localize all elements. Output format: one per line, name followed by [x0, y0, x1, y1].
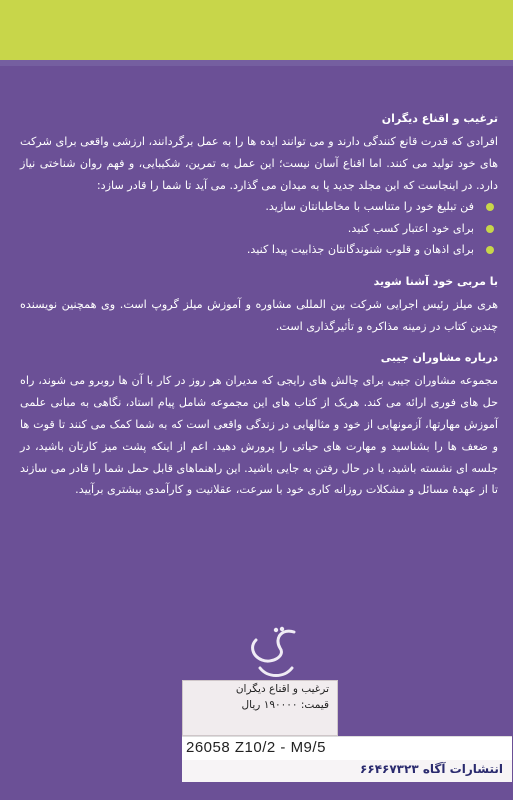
bullet-dot-icon: [486, 203, 494, 211]
barcode-code: 26058 Z10/2 - M9/5: [186, 739, 326, 756]
benefit-item: برای اذهان و قلوب شنوندگانتان جذابیت پیدا کنید.: [20, 239, 498, 261]
section-body: افرادی که قدرت قانع کنندگی دارند و می توانند ایده ها را به عمل برگردانند، ارزشی واقعی برای شرکت های خود تولید می کنند. اما اقناع آسان نیست؛ این عمل به تمرین، شکیبایی، و فهم روان شناختی نیاز دارد. در اینجاست که این مجلد جدید پا به میدان می گذارد. می آید تا شما را قادر سازد:: [20, 135, 498, 192]
section-heading: با مربی خود آشنا شوید: [373, 274, 498, 288]
section-heading: درباره مشاوران جیبی: [380, 351, 498, 365]
section-mentor: [20, 275, 498, 338]
publisher-label: انتشارات آگاه ۶۶۴۶۷۳۲۳: [360, 762, 503, 776]
sticker-price: قیمت: ۱۹۰۰۰۰ ریال: [241, 699, 329, 711]
sticker-title: ترغیب و اقناع دیگران: [235, 683, 329, 695]
bullet-dot-icon: [486, 225, 494, 233]
section-series: [20, 351, 498, 501]
top-color-band: [0, 0, 513, 60]
bullet-dot-icon: [486, 246, 494, 254]
benefit-item: برای خود اعتبار کسب کنید.: [20, 218, 498, 240]
benefit-list: [20, 196, 498, 261]
section-body: مجموعه مشاوران جیبی برای چالش های رایجی که مدیران هر روز در کار با آن ها روبرو می شوند، راه حل های فوری ارائه می کند. هریک از کتاب های این مجموعه شامل پیام استاد، نگاهی به مبانی علمی آموزش مهارتها، آزمونهایی از خود و مثالهایی در زندگی واقعی است که به شما کمک می کنند تا قوت ها و ضعف ها را بشناسید و مهارت های حیاتی را پرورش دهید. اعم از اینکه پشت میز کارتان باشید، در جلسه ای نشسته باشید، یا در حال رفتن به جایی باشید. این راهنماهای قابل حمل شما را قادر می سازند تا از عهدهٔ مسائل و مشکلات روزانه کاری خود با سرعت، عقلانیت و کارآمدی بیشتری برآیید.: [20, 374, 498, 497]
price-sticker: [182, 680, 338, 736]
band-shadow: [0, 60, 513, 66]
benefit-item: فن تبلیغ خود را متناسب با مخاطبانتان سازید.: [20, 196, 498, 218]
section-body: هری میلز رئیس اجرایی شرکت بین المللی مشاوره و آموزش میلز گروپ است. وی همچنین نویسنده چندین کتاب در زمینه مذاکره و تأثیرگذاری است.: [20, 297, 498, 333]
section-heading: ترغیب و اقناع دیگران: [381, 112, 498, 125]
back-cover-text: [20, 112, 498, 501]
section-persuasion: [20, 112, 498, 261]
